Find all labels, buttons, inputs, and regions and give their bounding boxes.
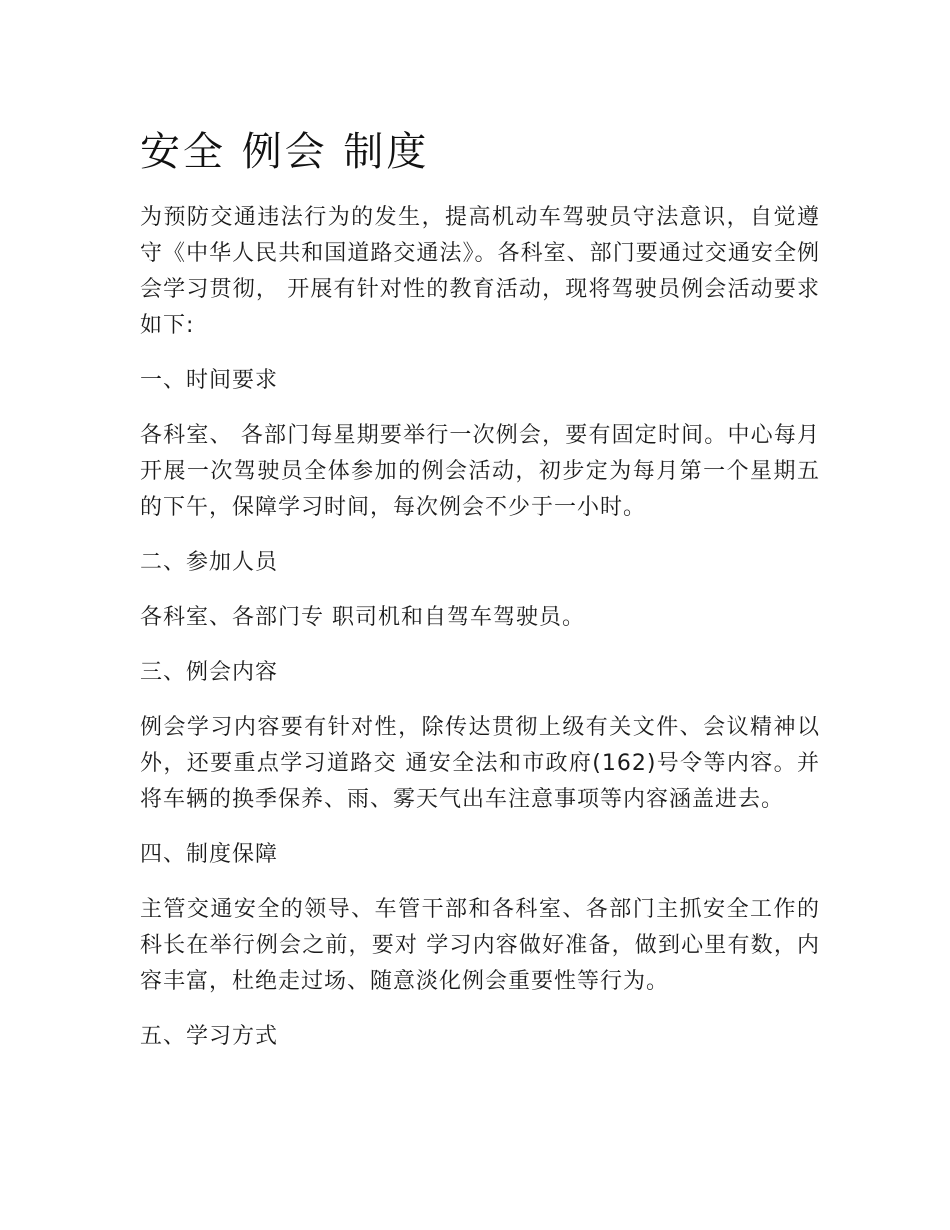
intro-paragraph: 为预防交通违法行为的发生，提高机动车驾驶员守法意识，自觉遵守《中华人民共和国道路交通法》。各科室、部门要通过交通安全例会学习贯彻， 开展有针对性的教育活动，现将驾驶员例会活动要求如下: [140,205,820,338]
section-body-time: 各科室、 各部门每星期要举行一次例会，要有固定时间。中心每月开展一次驾驶员全体参加的例会活动，初步定为每月第一个星期五的下午，保障学习时间，每次例会不少于一小时。 [140,423,820,520]
section-heading-guarantee: 四、制度保障 [140,842,279,867]
section-body-participants: 各科室、各部门专 职司机和自驾车驾驶员。 [140,605,585,630]
document-page [140,124,820,1074]
section-body-content: 例会学习内容要有针对性，除传达贯彻上级有关文件、会议精神以外，还要重点学习道路交 通安全法和市政府(162)号令等内容。并将车辆的换季保养、雨、雾天气出车注意事项等内容涵盖进去。 [140,715,820,812]
section-heading-participants: 二、参加人员 [140,550,279,575]
document-title: 安全 例会 制度 [140,129,430,175]
section-body-guarantee: 主管交通安全的领导、车管干部和各科室、各部门主抓安全工作的科长在举行例会之前，要对 学习内容做好准备，做到心里有数，内容丰富，杜绝走过场、随意淡化例会重要性等行为。 [140,897,820,994]
section-heading-time: 一、时间要求 [140,368,279,393]
section-heading-content: 三、例会内容 [140,660,279,685]
section-heading-method: 五、学习方式 [140,1024,279,1049]
